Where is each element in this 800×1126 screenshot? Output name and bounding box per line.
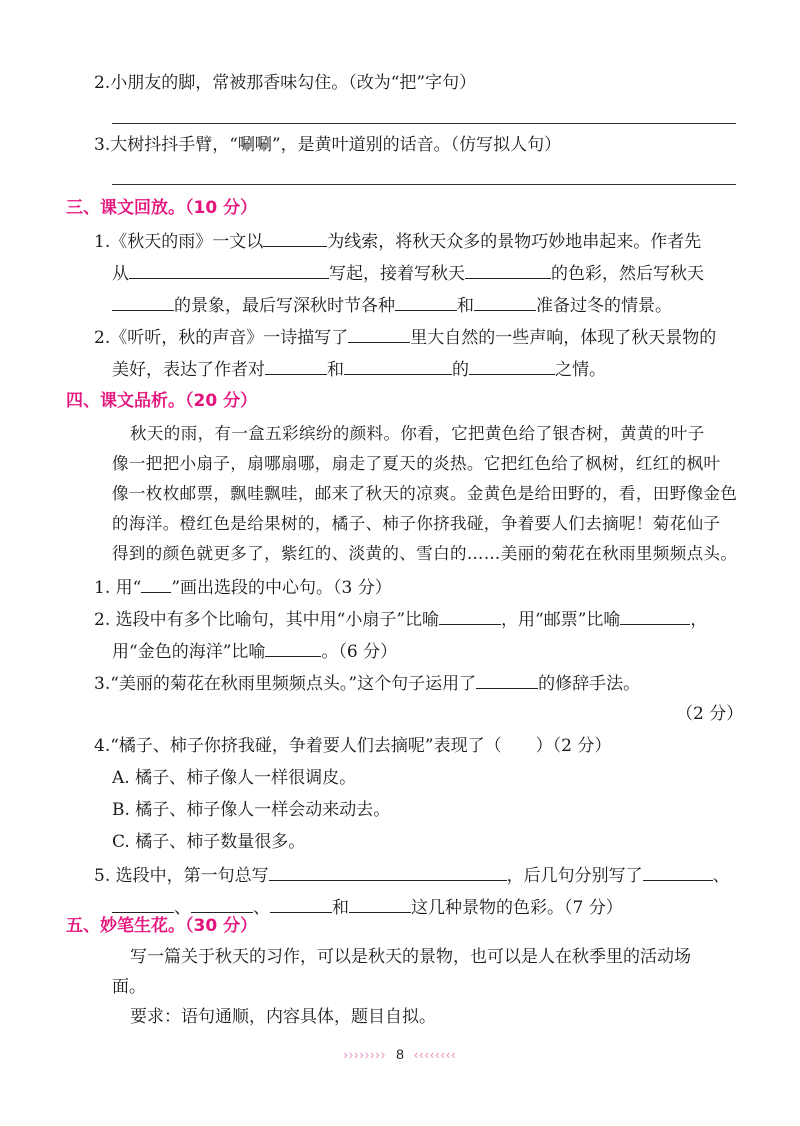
text: 和: [457, 296, 474, 316]
text: ”画出选段的中心句。（3 分）: [171, 578, 392, 598]
page-number: 8: [396, 1046, 404, 1062]
right-arrows-icon: ››››››››: [343, 1047, 387, 1062]
fill-blank[interactable]: [112, 894, 174, 913]
fill-blank[interactable]: [476, 670, 538, 689]
s4-question-5-line-1: [94, 862, 730, 888]
s4-question-3: [94, 670, 640, 696]
left-arrows-icon: ‹‹‹‹‹‹‹‹: [413, 1047, 457, 1062]
fill-blank[interactable]: [265, 356, 327, 375]
passage-line: 秋天的雨，有一盒五彩缤纷的颜料。你看，它把黄色给了银杏树，黄黄的叶子: [130, 424, 705, 443]
fill-blank[interactable]: [269, 862, 507, 881]
text: 写起，接着写秋天: [329, 264, 465, 284]
text: 的景象，最后写深秋时节各种: [174, 296, 395, 316]
fill-blank[interactable]: [620, 606, 690, 625]
text: 的: [452, 360, 469, 380]
option-b[interactable]: B. 橘子、柿子像人一样会动来动去。: [112, 800, 391, 820]
passage-line: 得到的颜色就更多了，紫红的、淡黄的、雪白的……美丽的菊花在秋雨里频频点头。: [112, 544, 738, 563]
s4-question-4: [94, 734, 611, 758]
text: 用“金色的海洋”比喻: [112, 642, 266, 662]
text: 、: [253, 898, 270, 918]
text: 、: [174, 898, 191, 918]
s3-question-1-line-3: [112, 292, 672, 318]
option-a[interactable]: A. 橘子、柿子像人一样很调皮。: [112, 768, 357, 788]
text: 和: [327, 360, 344, 380]
underline-sample: [141, 574, 171, 593]
fill-blank[interactable]: [348, 324, 410, 343]
fill-blank[interactable]: [349, 894, 411, 913]
text: 5. 选段中，第一句总写: [94, 866, 269, 886]
text: 为线索，将秋天众多的景物巧妙地串起来。作者先: [327, 232, 702, 252]
fill-blank[interactable]: [474, 292, 536, 311]
text: ）（2 分）: [535, 736, 612, 756]
fill-blank[interactable]: [465, 260, 551, 279]
text: 1.《秋天的雨》一文以: [94, 232, 264, 252]
question-number: 3.: [94, 135, 111, 155]
fill-blank[interactable]: [344, 356, 452, 375]
text: 2. 选段中有多个比喻句，其中用“小扇子”比喻: [94, 610, 440, 630]
s3-question-2-line-1: [94, 324, 716, 350]
fill-blank[interactable]: [265, 638, 321, 657]
question-3: [94, 133, 561, 157]
question-text: 大树抖抖手臂，“唰唰”，是黄叶道别的话音。（仿写拟人句）: [110, 135, 562, 155]
question-number: 2.: [94, 73, 111, 93]
s4-question-2-line-1: [94, 606, 707, 632]
s3-question-2-line-2: [112, 356, 606, 382]
answer-line[interactable]: [112, 184, 736, 185]
text: 之情。: [555, 360, 606, 380]
s3-question-1-line-1: [94, 228, 701, 254]
text: ，后几句分别写了: [506, 866, 643, 886]
text: 和: [332, 898, 349, 918]
text: 3.“美丽的菊花在秋雨里频频点头。”这个句子运用了: [94, 674, 477, 694]
question-text: 小朋友的脚，常被那香味勾住。（改为“把”字句）: [110, 73, 477, 93]
text: 。（6 分）: [321, 642, 398, 662]
section-title-5: 五、妙笔生花。（30 分）: [66, 916, 258, 936]
text: ，: [690, 610, 708, 630]
text: 1. 用“: [94, 578, 142, 598]
text: 从: [112, 264, 129, 284]
fill-blank[interactable]: [395, 292, 457, 311]
fill-blank[interactable]: [129, 260, 329, 279]
text: 2.《听听，秋的声音》一诗描写了: [94, 328, 349, 348]
text: 、: [712, 866, 730, 886]
writing-prompt-line-2: 面。: [112, 977, 146, 997]
score-label: （2 分）: [676, 704, 744, 724]
text: 准备过冬的情景。: [536, 296, 672, 316]
fill-blank[interactable]: [191, 894, 253, 913]
fill-blank[interactable]: [469, 356, 555, 375]
text: 美好，表达了作者对: [112, 360, 265, 380]
s4-question-2-line-2: [112, 638, 397, 664]
passage-line: 像一枚枚邮票，飘哇飘哇，邮来了秋天的凉爽。金黄色是给田野的，看，田野像金色: [112, 484, 738, 503]
fill-blank[interactable]: [263, 228, 327, 247]
section-title-4: 四、课文品析。（20 分）: [66, 391, 258, 411]
question-2: [94, 71, 476, 95]
text: ，用“邮票”比喻: [501, 610, 621, 630]
page-footer: [0, 1046, 800, 1062]
text: 4.“橘子、柿子你挤我碰，争着要人们去摘呢”表现了（: [94, 736, 502, 756]
fill-blank[interactable]: [439, 606, 501, 625]
s4-question-1: [94, 574, 392, 600]
fill-blank[interactable]: [112, 292, 174, 311]
writing-requirement: 要求：语句通顺，内容具体，题目自拟。: [130, 1007, 436, 1027]
text: 里大自然的一些声响，体现了秋天景物的: [410, 328, 717, 348]
answer-line[interactable]: [112, 123, 736, 124]
s3-question-1-line-2: [112, 260, 704, 286]
text: 这几种景物的色彩。（7 分）: [411, 898, 623, 918]
text: 的修辞手法。: [538, 674, 641, 694]
fill-blank[interactable]: [643, 862, 713, 881]
section-title-3: 三、课文回放。（10 分）: [66, 198, 258, 218]
option-c[interactable]: C. 橘子、柿子数量很多。: [112, 832, 306, 852]
passage-line: 像一把把小扇子，扇哪扇哪，扇走了夏天的炎热。它把红色给了枫树，红红的枫叶: [112, 454, 721, 473]
fill-blank[interactable]: [270, 894, 332, 913]
passage-line: 的海洋。橙红色是给果树的，橘子、柿子你挤我碰，争着要人们去摘呢！菊花仙子: [112, 514, 721, 533]
text: 的色彩，然后写秋天: [551, 264, 704, 284]
writing-prompt-line-1: 写一篇关于秋天的习作，可以是秋天的景物，也可以是人在秋季里的活动场: [130, 947, 691, 967]
